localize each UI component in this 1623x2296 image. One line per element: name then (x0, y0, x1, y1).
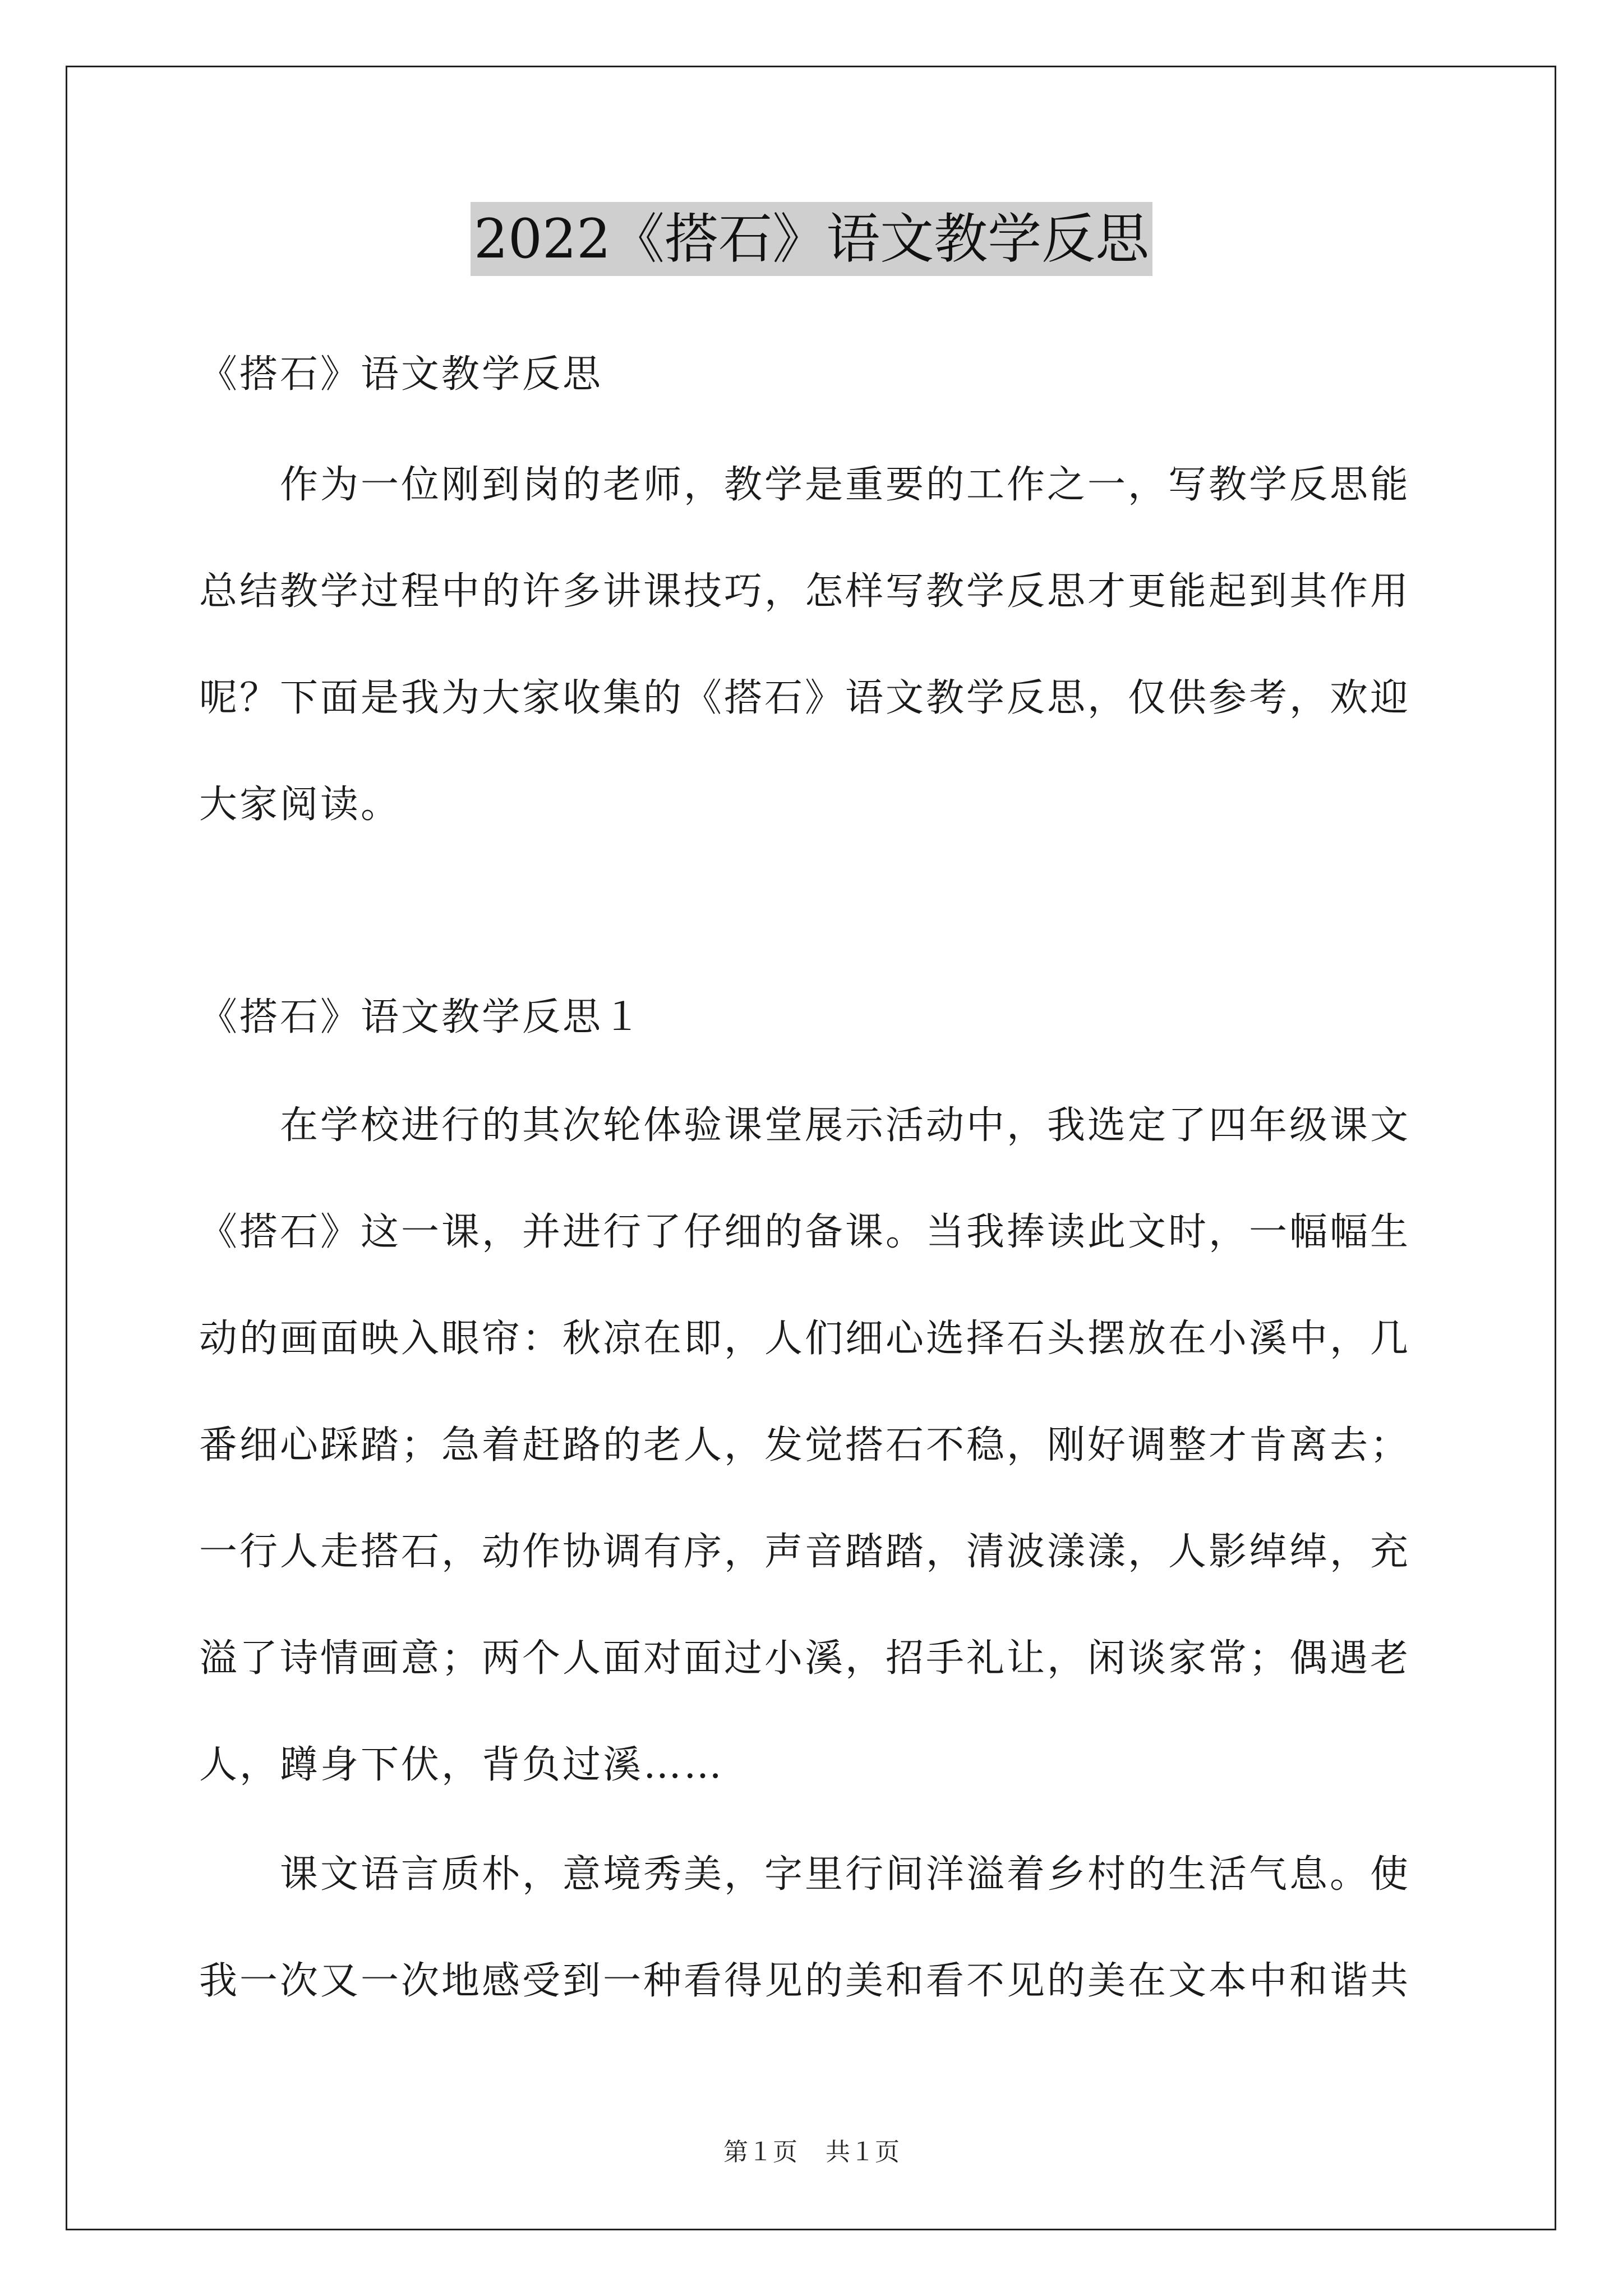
page-total: 共１页 (826, 2138, 900, 2166)
section-heading: 《搭石》语文教学反思１ (199, 995, 644, 1039)
page-number: 第１页 (723, 2138, 797, 2166)
document-subtitle: 《搭石》语文教学反思 (199, 352, 603, 397)
section-paragraph-2: 课文语言质朴，意境秀美，字里行间洋溢着乡村的生活气息。使我一次又一次地感受到一种看得见的美和看不见的美在文本中和谐共 (199, 1852, 1411, 2003)
document-title: 2022《搭石》语文教学反思 (471, 202, 1152, 276)
title-container (0, 202, 1623, 276)
intro-paragraph: 作为一位刚到岗的老师，教学是重要的工作之一，写教学反思能总结教学过程中的许多讲课技巧，怎样写教学反思才更能起到其作用呢？下面是我为大家收集的《搭石》语文教学反思，仅供参考，欢迎大家阅读。 (199, 463, 1411, 827)
page-footer (0, 2132, 1623, 2168)
section-paragraph-1: 在学校进行的其次轮体验课堂展示活动中，我选定了四年级课文《搭石》这一课，并进行了仔细的备课。当我捧读此文时，一幅幅生动的画面映入眼帘：秋凉在即，人们细心选择石头摆放在小溪中，几番细心踩踏；急着赶路的老人，发觉搭石不稳，刚好调整才肯离去；一行人走搭石，动作协调有序，声音踏踏，清波漾漾，人影绰绰，充溢了诗情画意；两个人面对面过小溪，招手礼让，闲谈家常；偶遇老人，蹲身下伏，背负过溪…… (199, 1103, 1411, 1787)
